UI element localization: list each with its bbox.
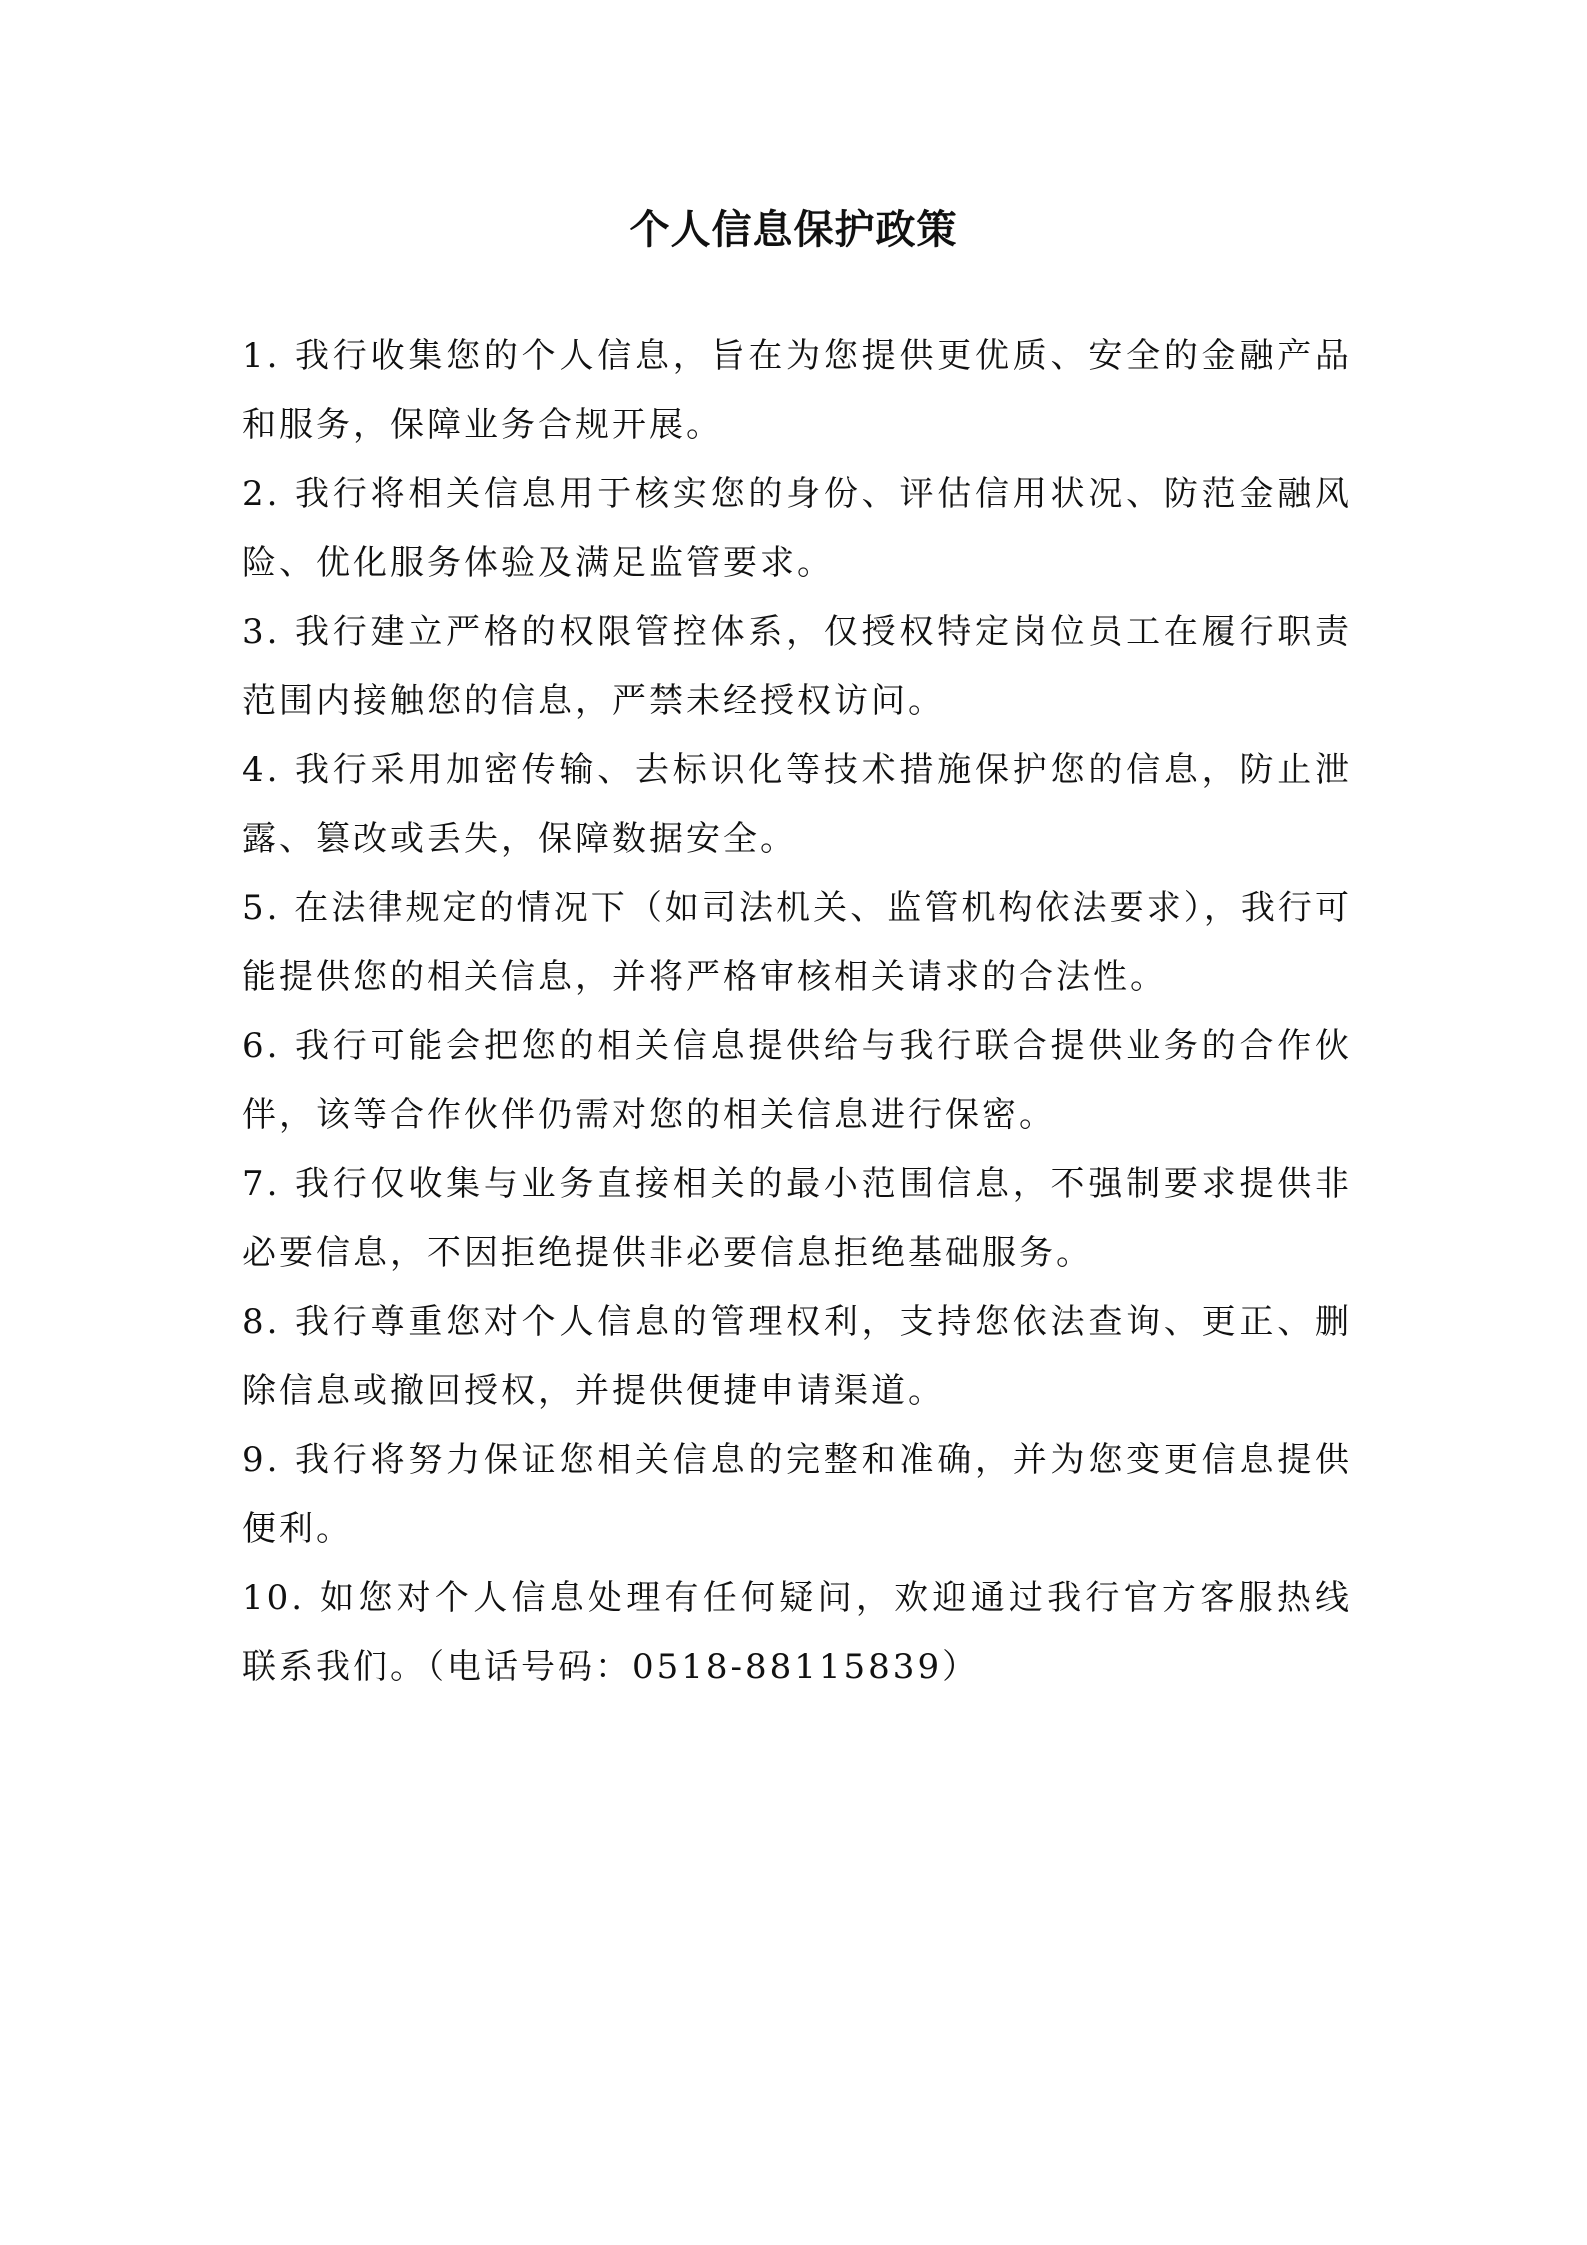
policy-clause-1: 1. 我行收集您的个人信息，旨在为您提供更优质、安全的金融产品和服务，保障业务合规开展。 bbox=[242, 336, 1352, 445]
policy-clause-9: 9. 我行将努力保证您相关信息的完整和准确，并为您变更信息提供便利。 bbox=[242, 1440, 1352, 1549]
policy-clause-3: 3. 我行建立严格的权限管控体系，仅授权特定岗位员工在履行职责范围内接触您的信息，严禁未经授权访问。 bbox=[242, 612, 1352, 721]
policy-clause-6: 6. 我行可能会把您的相关信息提供给与我行联合提供业务的合作伙伴，该等合作伙伴仍需对您的相关信息进行保密。 bbox=[242, 1026, 1352, 1135]
policy-clause-7: 7. 我行仅收集与业务直接相关的最小范围信息，不强制要求提供非必要信息，不因拒绝提供非必要信息拒绝基础服务。 bbox=[242, 1164, 1352, 1273]
policy-clause-list bbox=[242, 322, 1352, 1702]
policy-clause-8: 8. 我行尊重您对个人信息的管理权利，支持您依法查询、更正、删除信息或撤回授权，并提供便捷申请渠道。 bbox=[242, 1302, 1352, 1411]
policy-clause-5: 5. 在法律规定的情况下（如司法机关、监管机构依法要求），我行可能提供您的相关信息，并将严格审核相关请求的合法性。 bbox=[242, 888, 1352, 997]
policy-clause-2: 2. 我行将相关信息用于核实您的身份、评估信用状况、防范金融风险、优化服务体验及满足监管要求。 bbox=[242, 474, 1352, 583]
page-title: 个人信息保护政策 bbox=[629, 206, 958, 253]
policy-clause-4: 4. 我行采用加密传输、去标识化等技术措施保护您的信息，防止泄露、篡改或丢失，保障数据安全。 bbox=[242, 750, 1352, 859]
policy-clause-10: 10. 如您对个人信息处理有任何疑问，欢迎通过我行官方客服热线联系我们。（电话号码：0518-88115839） bbox=[242, 1578, 1352, 1687]
